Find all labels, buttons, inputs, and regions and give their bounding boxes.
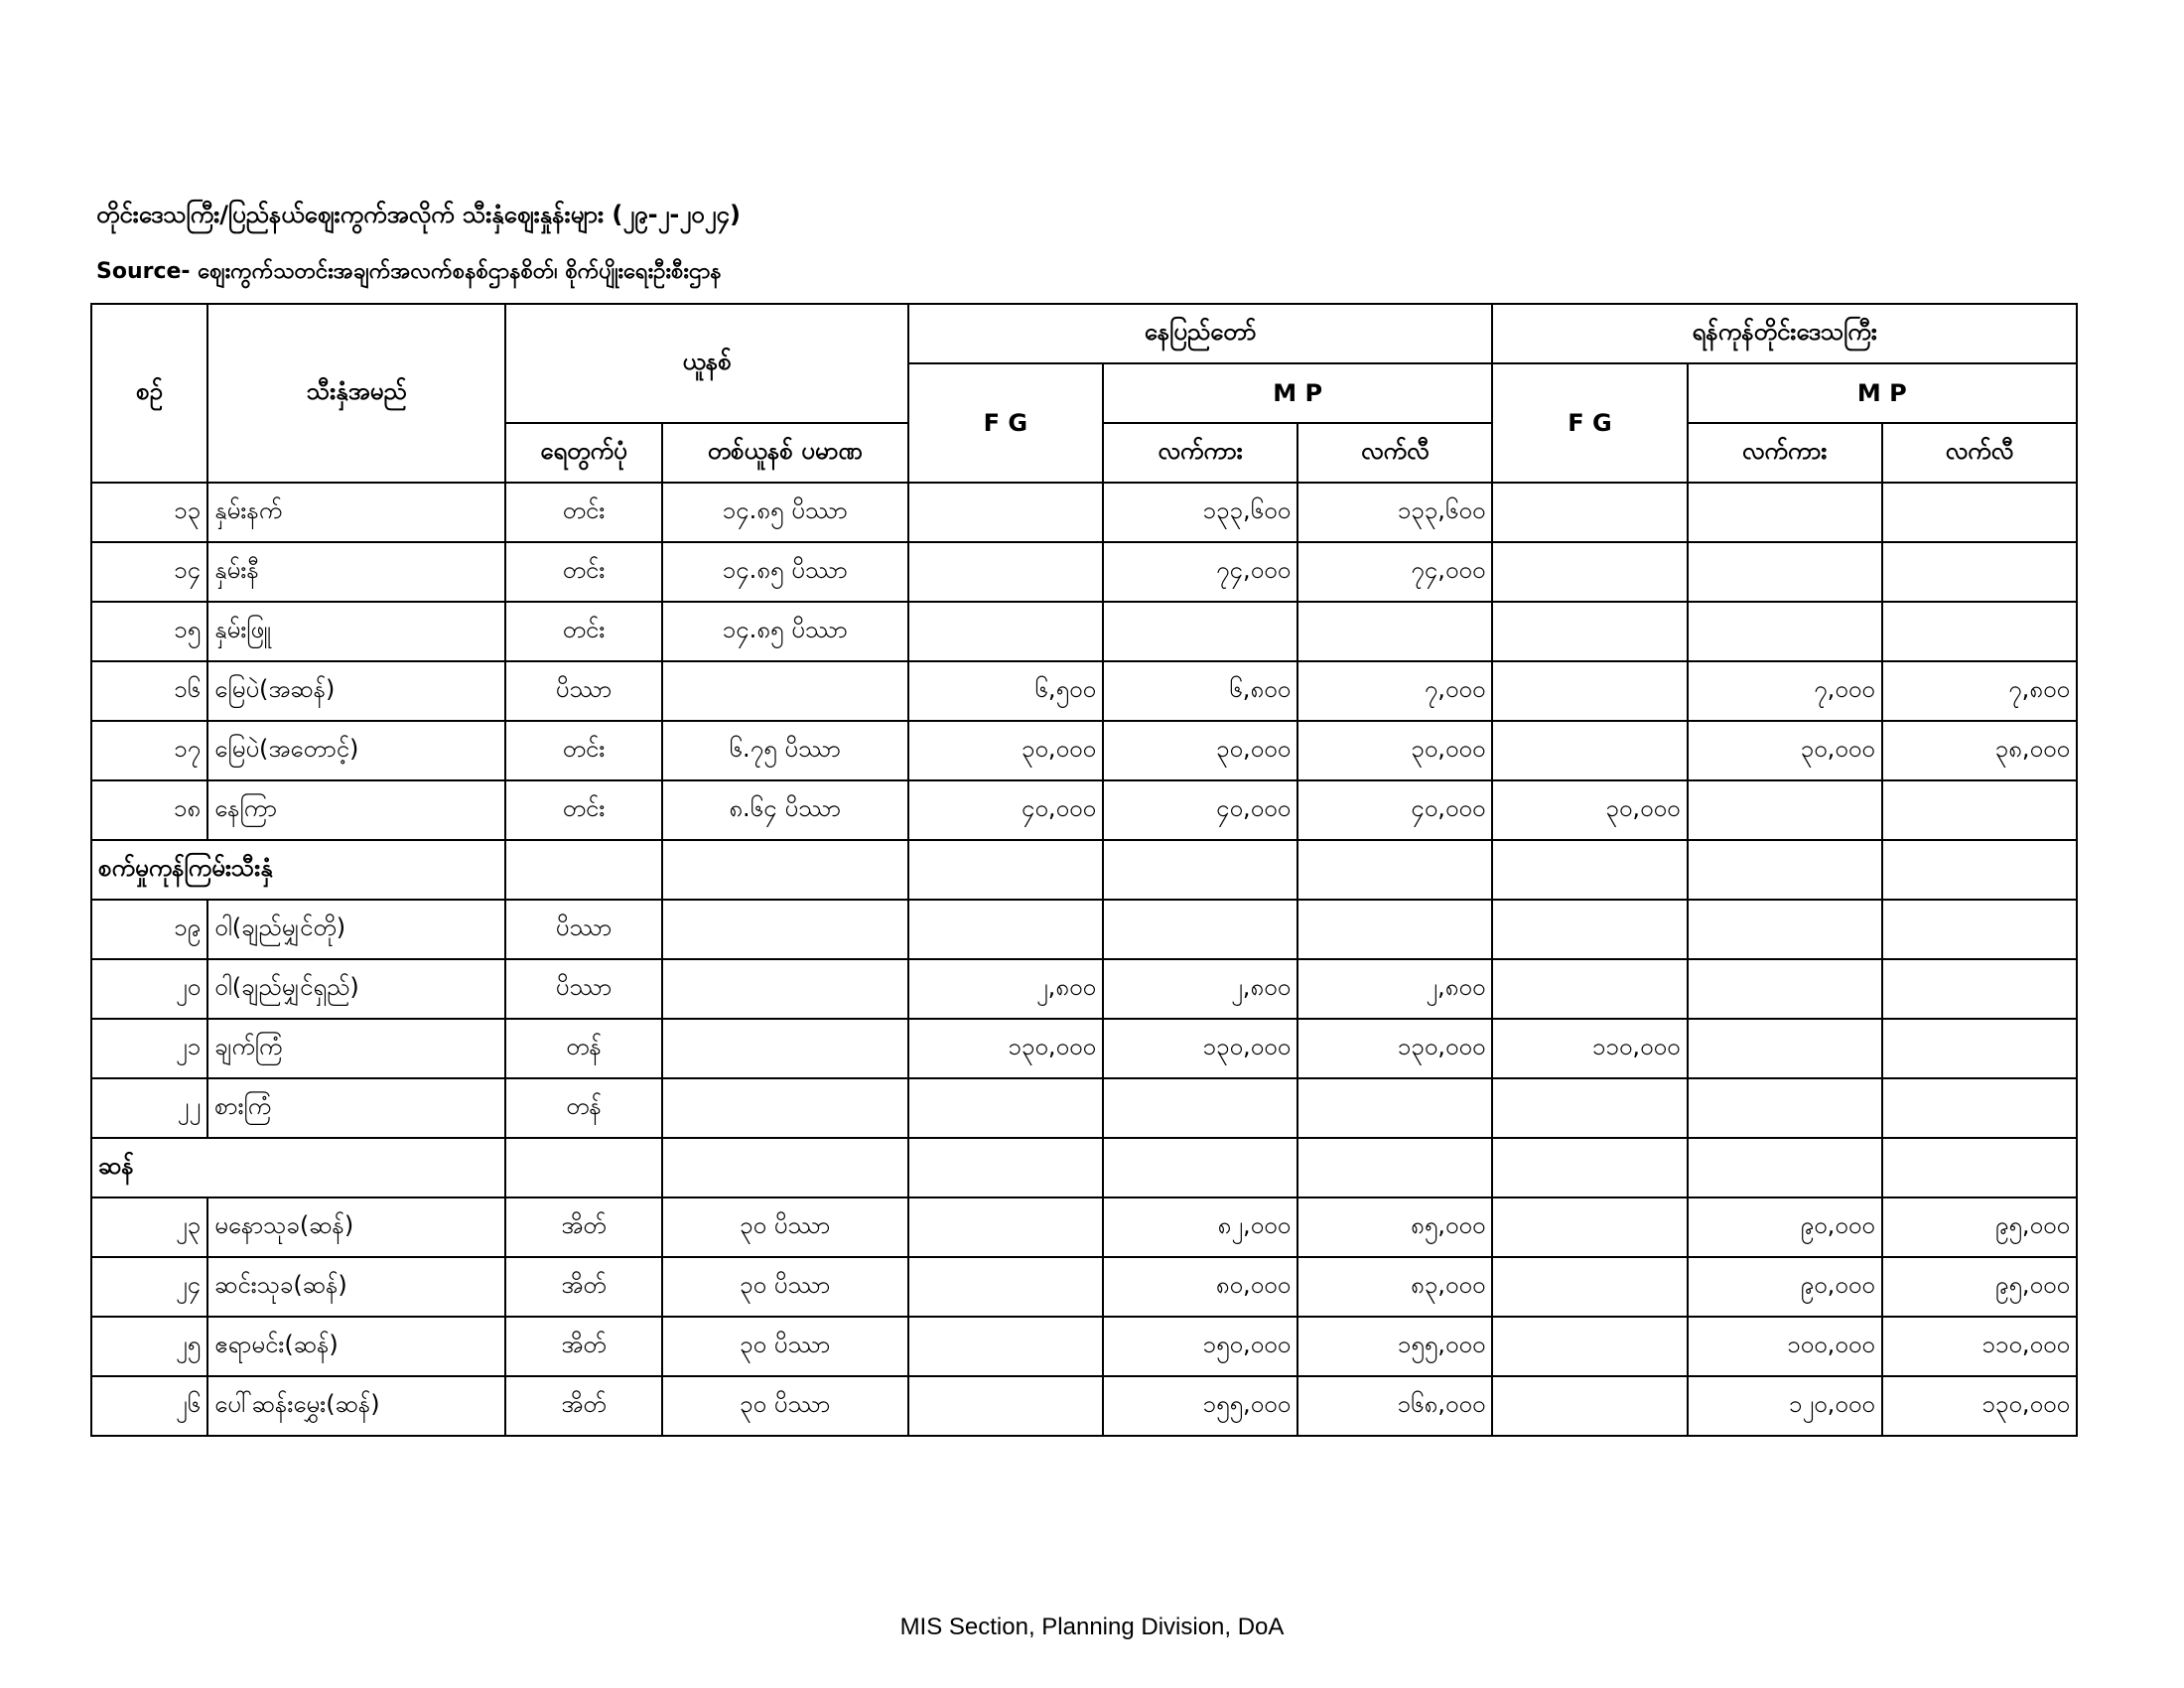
table-row — [91, 721, 2077, 780]
ygn-retail-price: ၁၃၀,၀၀၀ — [1882, 1376, 2077, 1436]
table-row — [91, 483, 2077, 542]
npt-fg-price: ၂,၈၀၀ — [908, 959, 1103, 1019]
crop-name: မြေပဲ(အဆန်) — [207, 661, 505, 721]
crop-name: စားကြံ — [207, 1078, 505, 1138]
npt-fg-price — [908, 1376, 1103, 1436]
npt-retail-price: ၁၅၅,၀၀၀ — [1297, 1317, 1492, 1376]
row-number: ၂၀ — [91, 959, 207, 1019]
unit-weight: ၃၀ ပိဿာ — [662, 1257, 908, 1317]
row-number: ၁၇ — [91, 721, 207, 780]
npt-retail-price: ၈၃,၀၀၀ — [1297, 1257, 1492, 1317]
npt-retail-price: ၂,၈၀၀ — [1297, 959, 1492, 1019]
unit-market: တန် — [505, 1078, 661, 1138]
document-title: တိုင်းဒေသကြီး/ပြည်နယ်ဈေးကွက်အလိုက် သီးနှံဈေးနှုန်းများ (၂၉-၂-၂၀၂၄) — [96, 201, 741, 228]
npt-fg-price — [908, 1257, 1103, 1317]
npt-retail-price — [1297, 900, 1492, 959]
ygn-fg-price — [1492, 959, 1687, 1019]
npt-wholesale-price: ၇၄,၀၀၀ — [1103, 542, 1297, 602]
header-crop-name: သီးနှံအမည် — [207, 304, 505, 483]
header-npt-retail: လက်လီ — [1297, 423, 1492, 483]
empty-cell — [1882, 840, 2077, 900]
ygn-retail-price: ၃၈,၀၀၀ — [1882, 721, 2077, 780]
table-row — [91, 900, 2077, 959]
empty-cell — [662, 1138, 908, 1197]
header-ygn-wholesale: လက်ကား — [1688, 423, 1882, 483]
npt-fg-price — [908, 542, 1103, 602]
header-npt-mp: M P — [1103, 363, 1492, 423]
ygn-retail-price — [1882, 542, 2077, 602]
header-ygn-retail: လက်လီ — [1882, 423, 2077, 483]
npt-wholesale-price — [1103, 1078, 1297, 1138]
unit-weight: ၁၄.၈၅ ပိဿာ — [662, 602, 908, 661]
source-line: Source- ဈေးကွက်သတင်းအချက်အလက်စနစ်ဌာနစိတ်၊ စိုက်ပျိုးရေးဦးစီးဌာန — [96, 259, 722, 284]
npt-wholesale-price: ၁၃၃,၆၀၀ — [1103, 483, 1297, 542]
unit-weight: ၆.၇၅ ပိဿာ — [662, 721, 908, 780]
unit-weight — [662, 661, 908, 721]
npt-wholesale-price: ၆,၈၀၀ — [1103, 661, 1297, 721]
npt-wholesale-price — [1103, 602, 1297, 661]
crop-name: နှမ်းနီ — [207, 542, 505, 602]
unit-market: ပိဿာ — [505, 959, 661, 1019]
ygn-wholesale-price — [1688, 483, 1882, 542]
table-row — [91, 1317, 2077, 1376]
row-number: ၂၃ — [91, 1197, 207, 1257]
npt-fg-price — [908, 483, 1103, 542]
ygn-fg-price — [1492, 542, 1687, 602]
unit-market: အိတ် — [505, 1317, 661, 1376]
ygn-wholesale-price: ၉၀,၀၀၀ — [1688, 1197, 1882, 1257]
npt-retail-price: ၁၃၃,၆၀၀ — [1297, 483, 1492, 542]
npt-retail-price — [1297, 1078, 1492, 1138]
table-row — [91, 1376, 2077, 1436]
npt-fg-price — [908, 602, 1103, 661]
ygn-fg-price — [1492, 1376, 1687, 1436]
unit-market: အိတ် — [505, 1197, 661, 1257]
table-body — [91, 483, 2077, 1436]
unit-weight — [662, 900, 908, 959]
ygn-fg-price: ၁၁၀,၀၀၀ — [1492, 1019, 1687, 1078]
npt-retail-price: ၇,၀၀၀ — [1297, 661, 1492, 721]
crop-name: နှမ်းနက် — [207, 483, 505, 542]
npt-fg-price — [908, 1197, 1103, 1257]
ygn-retail-price: ၉၅,၀၀၀ — [1882, 1257, 2077, 1317]
header-unit-weight: တစ်ယူနစ် ပမာဏ — [662, 423, 908, 483]
npt-retail-price: ၇၄,၀၀၀ — [1297, 542, 1492, 602]
footer: MIS Section, Planning Division, DoA — [899, 1614, 1285, 1640]
empty-cell — [1688, 1138, 1882, 1197]
crop-name: မြေပဲ(အတောင့်) — [207, 721, 505, 780]
crop-name: ချက်ကြံ — [207, 1019, 505, 1078]
ygn-wholesale-price — [1688, 900, 1882, 959]
ygn-wholesale-price — [1688, 780, 1882, 840]
ygn-retail-price — [1882, 900, 2077, 959]
npt-wholesale-price: ၃၀,၀၀၀ — [1103, 721, 1297, 780]
ygn-retail-price — [1882, 483, 2077, 542]
ygn-fg-price — [1492, 661, 1687, 721]
row-number: ၂၄ — [91, 1257, 207, 1317]
unit-market: အိတ် — [505, 1257, 661, 1317]
crop-name: ဝါ(ချည်မျှင်တို) — [207, 900, 505, 959]
empty-cell — [505, 1138, 661, 1197]
npt-wholesale-price: ၄၀,၀၀၀ — [1103, 780, 1297, 840]
header-ygn-mp: M P — [1688, 363, 2077, 423]
unit-weight — [662, 1078, 908, 1138]
ygn-wholesale-price: ၁၀၀,၀၀၀ — [1688, 1317, 1882, 1376]
unit-weight — [662, 959, 908, 1019]
empty-cell — [1103, 840, 1297, 900]
ygn-wholesale-price — [1688, 959, 1882, 1019]
unit-weight: ၃၀ ပိဿာ — [662, 1376, 908, 1436]
empty-cell — [1103, 1138, 1297, 1197]
header-sr: စဉ် — [91, 304, 207, 483]
ygn-fg-price: ၃၀,၀၀၀ — [1492, 780, 1687, 840]
npt-retail-price: ၄၀,၀၀၀ — [1297, 780, 1492, 840]
npt-retail-price: ၃၀,၀၀၀ — [1297, 721, 1492, 780]
header-npt-fg: F G — [908, 363, 1103, 483]
npt-wholesale-price: ၁၅၅,၀၀၀ — [1103, 1376, 1297, 1436]
unit-market: တင်း — [505, 780, 661, 840]
npt-retail-price — [1297, 602, 1492, 661]
row-number: ၁၅ — [91, 602, 207, 661]
ygn-retail-price: ၇,၈၀၀ — [1882, 661, 2077, 721]
unit-market: တင်း — [505, 602, 661, 661]
header-yangon: ရန်ကုန်တိုင်းဒေသကြီး — [1492, 304, 2077, 363]
section-row — [91, 1138, 2077, 1197]
header-ygn-fg: F G — [1492, 363, 1687, 483]
empty-cell — [908, 1138, 1103, 1197]
empty-cell — [505, 840, 661, 900]
ygn-wholesale-price: ၃၀,၀၀၀ — [1688, 721, 1882, 780]
table-row — [91, 542, 2077, 602]
ygn-wholesale-price — [1688, 542, 1882, 602]
table-row — [91, 1197, 2077, 1257]
ygn-retail-price — [1882, 1019, 2077, 1078]
empty-cell — [662, 840, 908, 900]
table-row — [91, 661, 2077, 721]
ygn-retail-price — [1882, 780, 2077, 840]
unit-weight: ၈.၆၄ ပိဿာ — [662, 780, 908, 840]
empty-cell — [1297, 840, 1492, 900]
npt-wholesale-price: ၁၃၀,၀၀၀ — [1103, 1019, 1297, 1078]
ygn-retail-price — [1882, 1078, 2077, 1138]
ygn-fg-price — [1492, 483, 1687, 542]
ygn-wholesale-price: ၁၂၀,၀၀၀ — [1688, 1376, 1882, 1436]
npt-wholesale-price: ၂,၈၀၀ — [1103, 959, 1297, 1019]
table-row — [91, 602, 2077, 661]
ygn-fg-price — [1492, 602, 1687, 661]
npt-wholesale-price: ၁၅၀,၀၀၀ — [1103, 1317, 1297, 1376]
ygn-wholesale-price: ၇,၀၀၀ — [1688, 661, 1882, 721]
row-number: ၂၆ — [91, 1376, 207, 1436]
ygn-wholesale-price — [1688, 1019, 1882, 1078]
unit-weight: ၁၄.၈၅ ပိဿာ — [662, 542, 908, 602]
unit-weight — [662, 1019, 908, 1078]
unit-market: တင်း — [505, 721, 661, 780]
crop-name: မနောသုခ(ဆန်) — [207, 1197, 505, 1257]
npt-fg-price: ၆,၅၀၀ — [908, 661, 1103, 721]
table-row — [91, 1019, 2077, 1078]
row-number: ၂၂ — [91, 1078, 207, 1138]
unit-market: ပိဿာ — [505, 661, 661, 721]
table-row — [91, 959, 2077, 1019]
row-number: ၁၆ — [91, 661, 207, 721]
crop-name: နှမ်းဖြူ — [207, 602, 505, 661]
ygn-fg-price — [1492, 900, 1687, 959]
ygn-retail-price: ၉၅,၀၀၀ — [1882, 1197, 2077, 1257]
empty-cell — [1688, 840, 1882, 900]
empty-cell — [1297, 1138, 1492, 1197]
row-number: ၁၈ — [91, 780, 207, 840]
npt-retail-price: ၈၅,၀၀၀ — [1297, 1197, 1492, 1257]
header-naypyitaw: နေပြည်တော် — [908, 304, 1493, 363]
ygn-retail-price — [1882, 959, 2077, 1019]
section-row — [91, 840, 2077, 900]
npt-fg-price: ၄၀,၀၀၀ — [908, 780, 1103, 840]
empty-cell — [1882, 1138, 2077, 1197]
row-number: ၂၁ — [91, 1019, 207, 1078]
ygn-retail-price: ၁၁၀,၀၀၀ — [1882, 1317, 2077, 1376]
row-number: ၁၉ — [91, 900, 207, 959]
npt-wholesale-price: ၈၂,၀၀၀ — [1103, 1197, 1297, 1257]
crop-name: ဧရာမင်း(ဆန်) — [207, 1317, 505, 1376]
ygn-wholesale-price — [1688, 1078, 1882, 1138]
empty-cell — [1492, 1138, 1687, 1197]
ygn-retail-price — [1882, 602, 2077, 661]
unit-weight: ၃၀ ပိဿာ — [662, 1317, 908, 1376]
npt-wholesale-price — [1103, 900, 1297, 959]
row-number: ၂၅ — [91, 1317, 207, 1376]
empty-cell — [908, 840, 1103, 900]
row-number: ၁၄ — [91, 542, 207, 602]
table-row — [91, 780, 2077, 840]
row-number: ၁၃ — [91, 483, 207, 542]
crop-name: နေကြာ — [207, 780, 505, 840]
npt-fg-price: ၁၃၀,၀၀၀ — [908, 1019, 1103, 1078]
header-npt-wholesale: လက်ကား — [1103, 423, 1297, 483]
crop-name: ပေါ်ဆန်းမွှေး(ဆန်) — [207, 1376, 505, 1436]
ygn-fg-price — [1492, 1078, 1687, 1138]
unit-weight: ၁၄.၈၅ ပိဿာ — [662, 483, 908, 542]
ygn-fg-price — [1492, 1197, 1687, 1257]
ygn-fg-price — [1492, 1317, 1687, 1376]
ygn-wholesale-price: ၉၀,၀၀၀ — [1688, 1257, 1882, 1317]
header-unit: ယူနစ် — [505, 304, 907, 423]
npt-retail-price: ၁၆၈,၀၀၀ — [1297, 1376, 1492, 1436]
header-unit-market: ရေတွက်ပုံ — [505, 423, 661, 483]
unit-market: အိတ် — [505, 1376, 661, 1436]
empty-cell — [1492, 840, 1687, 900]
npt-fg-price — [908, 1078, 1103, 1138]
section-label: စက်မှုကုန်ကြမ်းသီးနှံ — [91, 840, 505, 900]
npt-fg-price — [908, 900, 1103, 959]
ygn-fg-price — [1492, 721, 1687, 780]
npt-retail-price: ၁၃၀,၀၀၀ — [1297, 1019, 1492, 1078]
unit-market: တင်း — [505, 483, 661, 542]
npt-wholesale-price: ၈၀,၀၀၀ — [1103, 1257, 1297, 1317]
unit-market: ပိဿာ — [505, 900, 661, 959]
unit-market: တန် — [505, 1019, 661, 1078]
ygn-fg-price — [1492, 1257, 1687, 1317]
table-row — [91, 1078, 2077, 1138]
unit-market: တင်း — [505, 542, 661, 602]
npt-fg-price — [908, 1317, 1103, 1376]
crop-name: ဝါ(ချည်မျှင်ရှည်) — [207, 959, 505, 1019]
crop-name: ဆင်းသုခ(ဆန်) — [207, 1257, 505, 1317]
unit-weight: ၃၀ ပိဿာ — [662, 1197, 908, 1257]
ygn-wholesale-price — [1688, 602, 1882, 661]
table-row — [91, 1257, 2077, 1317]
price-table — [90, 303, 2078, 1437]
section-label: ဆန် — [91, 1138, 505, 1197]
npt-fg-price: ၃၀,၀၀၀ — [908, 721, 1103, 780]
